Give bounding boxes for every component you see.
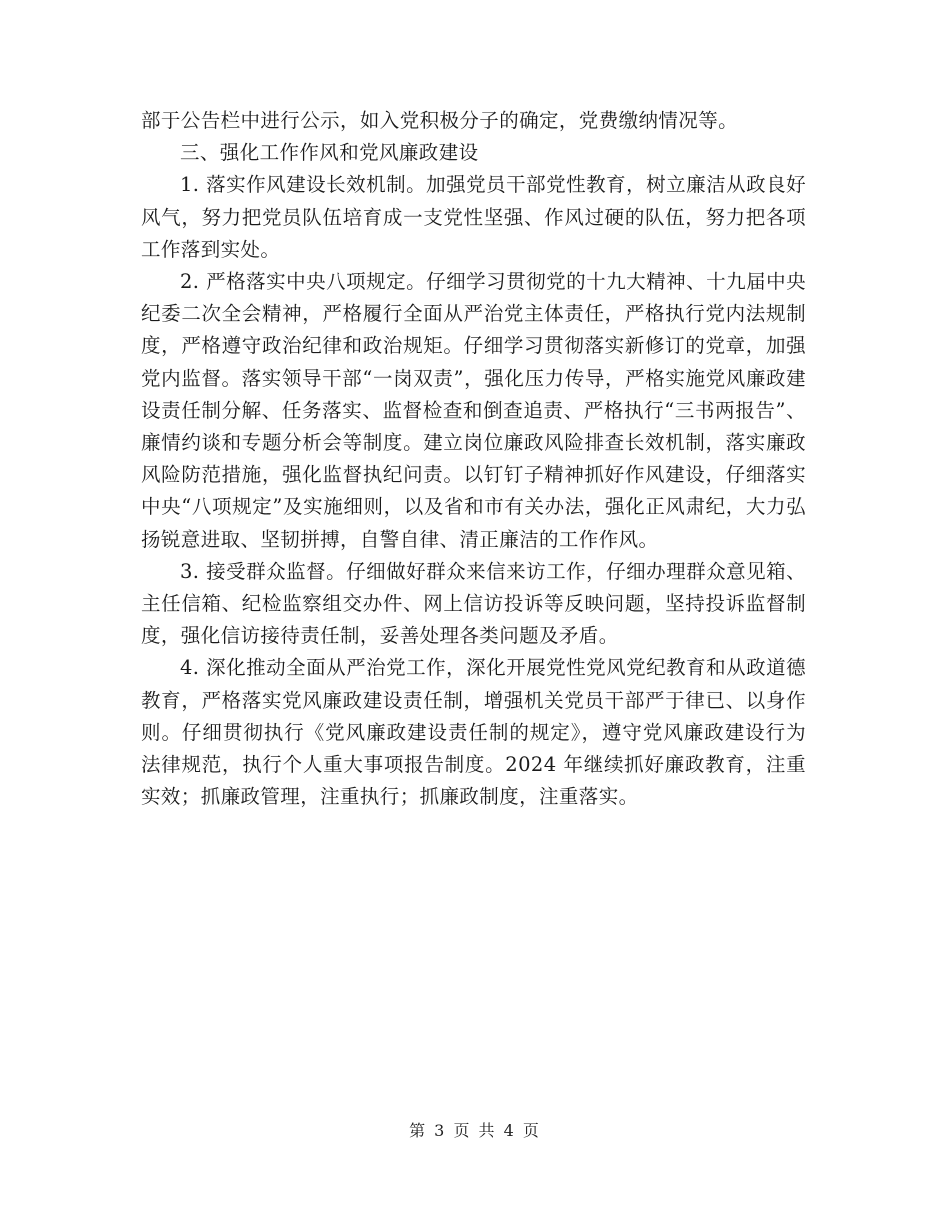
paragraph-item-3: 3. 接受群众监督。仔细做好群众来信来访工作，仔细办理群众意见箱、主任信箱、纪检监察组交办件、网上信访投诉等反映问题，坚持投诉监督制度，强化信访接待责任制，妥善处理各类问题及矛盾。 <box>141 559 806 648</box>
paragraph-item-1: 1. 落实作风建设长效机制。加强党员干部党性教育，树立廉洁从政良好风气，努力把党员队伍培育成一支党性坚强、作风过硬的队伍，努力把各项工作落到实处。 <box>141 173 806 261</box>
page-number-footer: 第 3 页 共 4 页 <box>409 1121 541 1140</box>
paragraph-item-2: 2. 严格落实中央八项规定。仔细学习贯彻党的十九大精神、十九届中央纪委二次全会精神，严格履行全面从严治党主体责任，严格执行党内法规制度，严格遵守政治纪律和政治规矩。仔细学习贯彻落实新修订的党章，加强党内监督。落实领导干部“一岗双责”，强化压力传导，严格实施党风廉政建设责任制分解、任务落实、监督检查和倒查追责、严格执行“三书两报告”、廉情约谈和专题分析会等制度。建立岗位廉政风险排查长效机制，落实廉政风险防范措施，强化监督执纪问责。以钉钉子精神抓好作风建设，仔细落实中央“八项规定”及实施细则，以及省和市有关办法，强化正风肃纪，大力弘扬锐意进取、坚韧拼搏，自警自律、清正廉洁的工作作风。 <box>141 270 806 551</box>
document-body <box>141 105 806 813</box>
paragraph-item-4: 4. 深化推动全面从严治党工作，深化开展党性党风党纪教育和从政道德教育，严格落实党风廉政建设责任制，增强机关党员干部严于律已、以身作则。仔细贯彻执行《党风廉政建设责任制的规定》，遵守党风廉政建设行为法律规范，执行个人重大事项报告制度。2024 年继续抓好廉政教育，注重实效；抓廉政管理，注重执行；抓廉政制度，注重落实。 <box>141 656 806 809</box>
section-heading: 三、强化工作作风和党风廉政建设 <box>180 141 479 165</box>
paragraph-continuation: 部于公告栏中进行公示，如入党积极分子的确定，党费缴纳情况等。 <box>141 109 739 132</box>
